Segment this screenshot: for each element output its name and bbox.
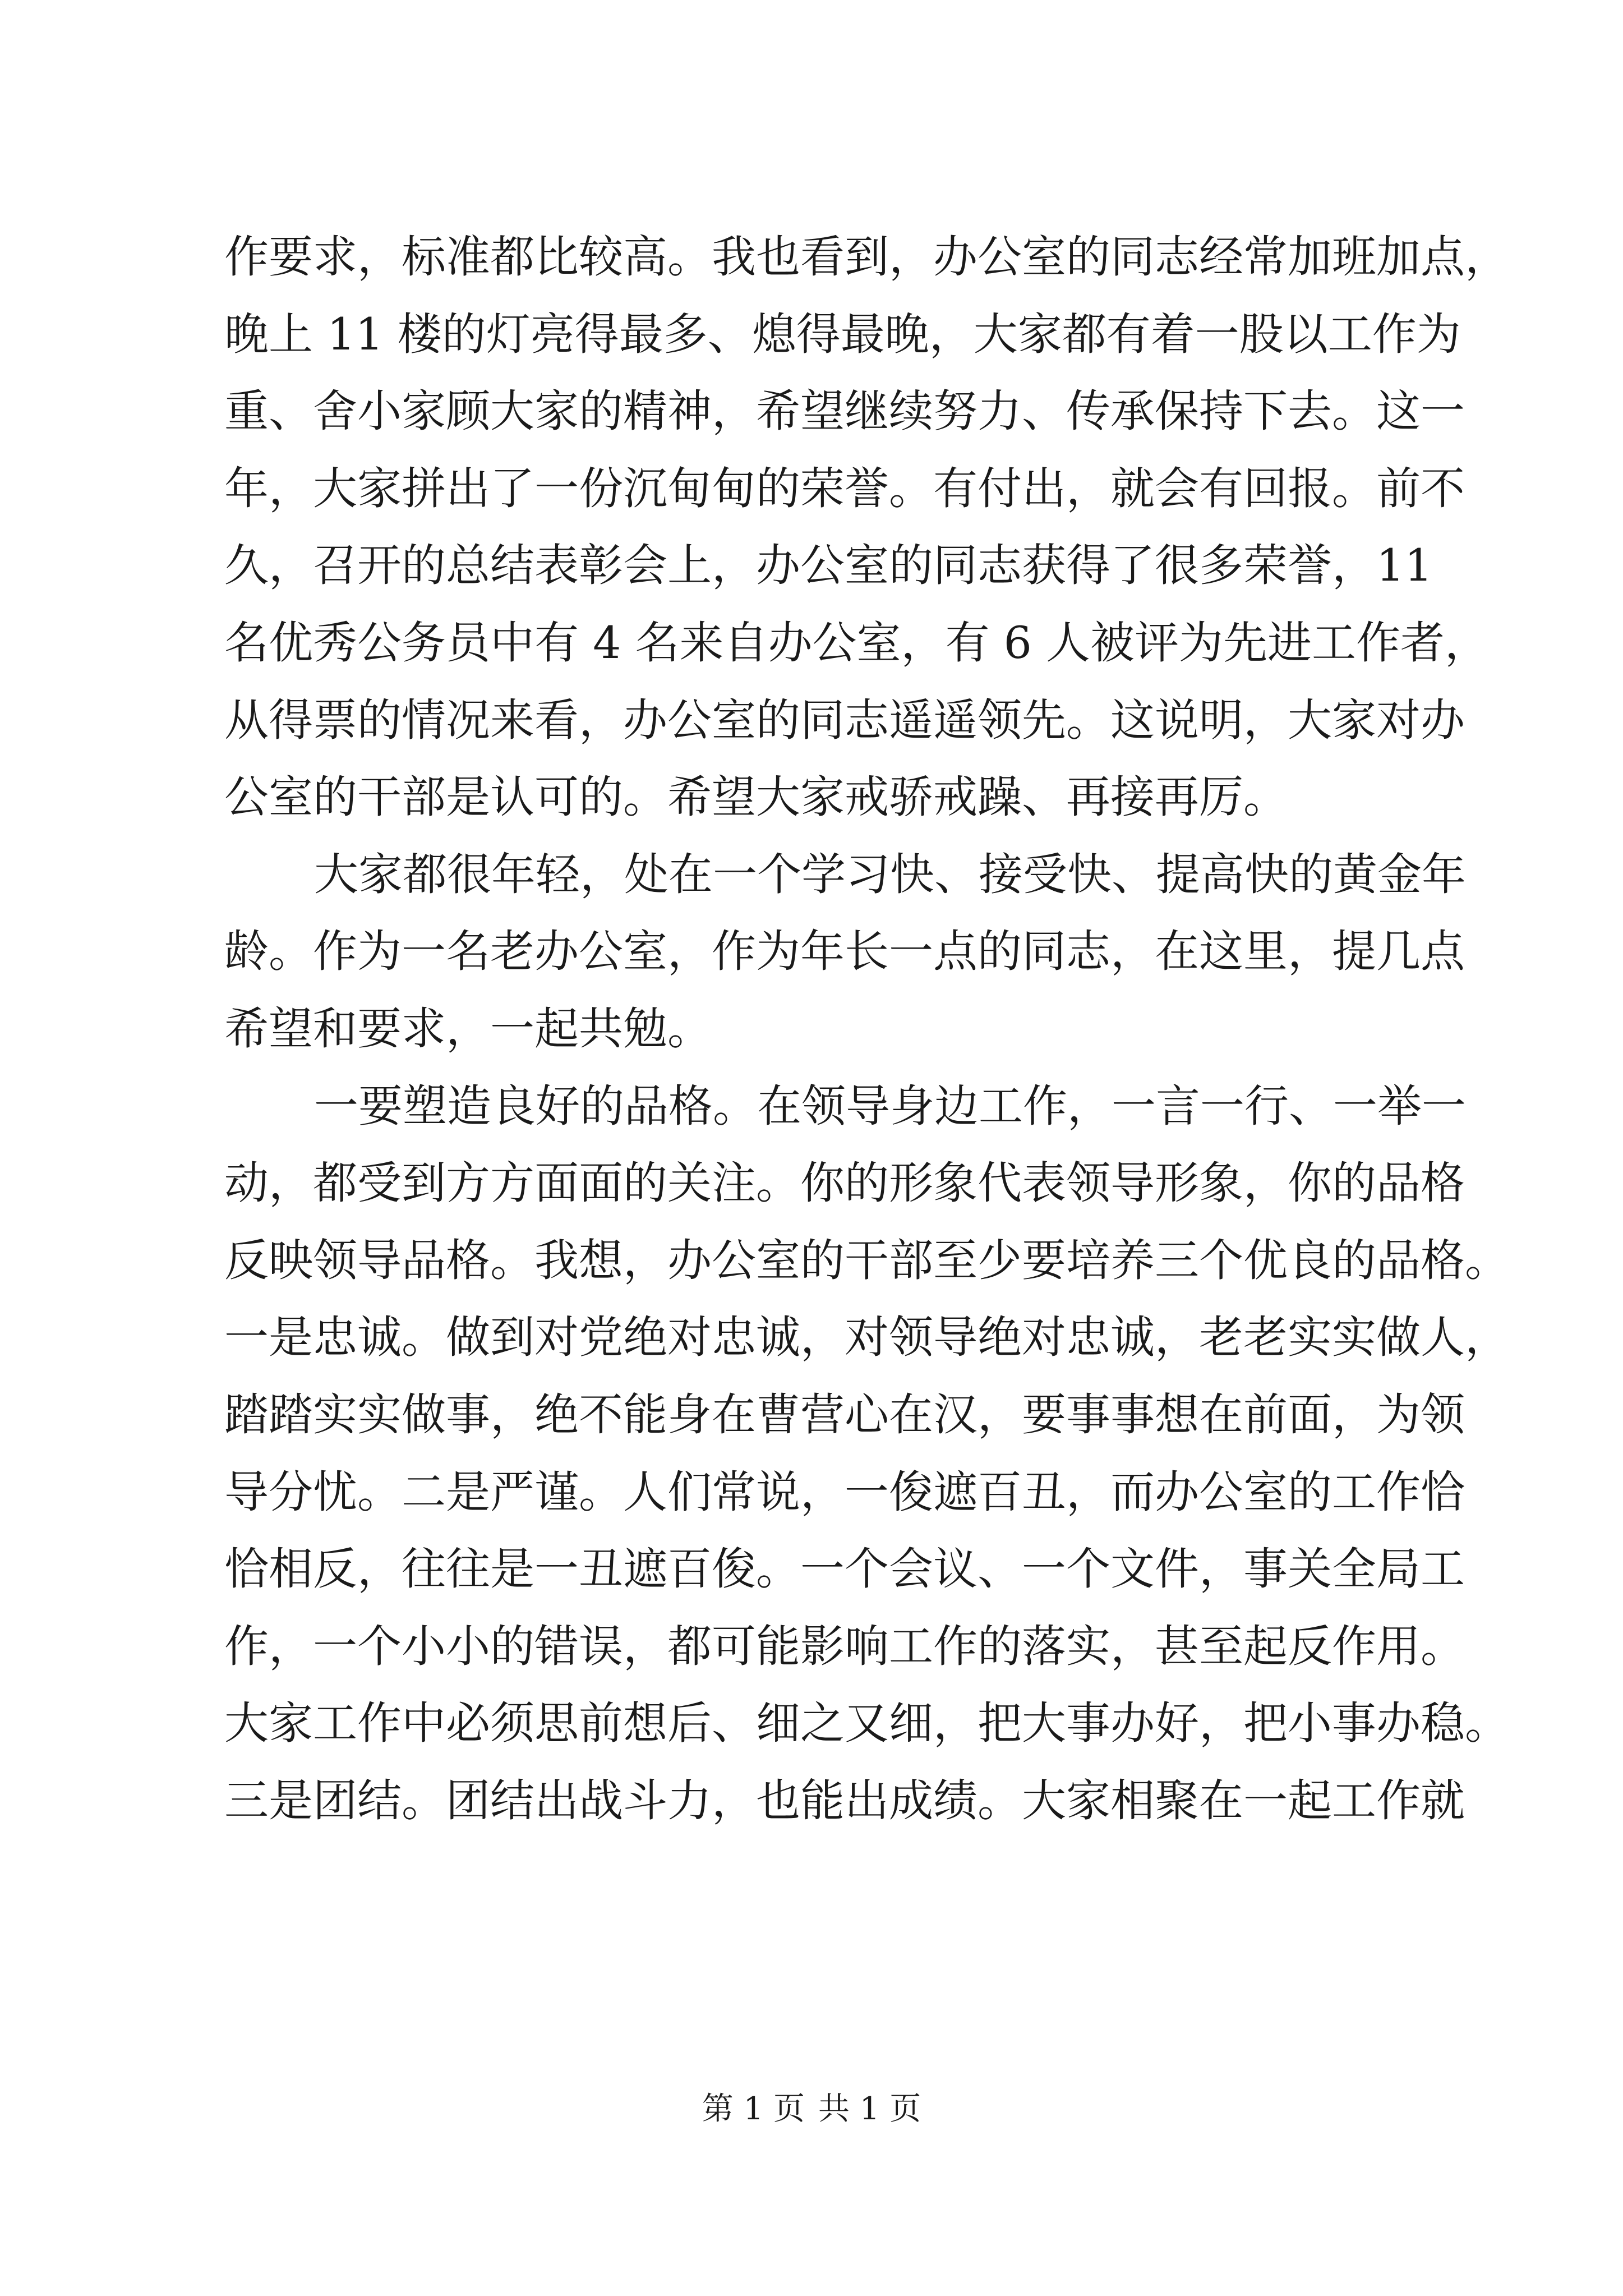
text-line: 三是团结。团结出战斗力，也能出成绩。大家相聚在一起工作就 [224, 1774, 1465, 1826]
text-line: 重、舍小家顾大家的精神，希望继续努力、传承保持下去。这一 [224, 385, 1465, 438]
paragraph [224, 219, 1509, 836]
text-line: 年，大家拼出了一份沉甸甸的荣誉。有付出，就会有回报。前不 [224, 462, 1465, 514]
text-line: 从得票的情况来看，办公室的同志遥遥领先。这说明，大家对办 [224, 694, 1465, 746]
text-line: 一要塑造良好的品格。在领导身边工作，一言一行、一举一 [314, 1080, 1466, 1132]
paragraph [224, 836, 1466, 1068]
page-footer [0, 2084, 1623, 2129]
text-line: 导分忧。二是严谨。人们常说，一俊遮百丑，而办公室的工作恰 [224, 1466, 1465, 1518]
text-line: 晚上 11 楼的灯亮得最多、熄得最晚，大家都有着一股以工作为 [224, 308, 1461, 360]
text-line: 大家都很年轻，处在一个学习快、接受快、提高快的黄金年 [314, 848, 1466, 900]
text-line: 恰相反，往往是一丑遮百俊。一个会议、一个文件，事关全局工 [224, 1543, 1465, 1595]
text-line: 动，都受到方方面面的关注。你的形象代表领导形象，你的品格 [224, 1157, 1465, 1209]
text-line: 公室的干部是认可的。希望大家戒骄戒躁、再接再厉。 [224, 771, 1288, 823]
text-line: 希望和要求，一起共勉。 [224, 1002, 712, 1055]
paragraph [224, 1068, 1509, 1840]
text-line: 久，召开的总结表彰会上，办公室的同志获得了很多荣誉，11 [224, 540, 1433, 592]
text-line: 踏踏实实做事，绝不能身在曹营心在汉，要事事想在前面，为领 [224, 1388, 1465, 1441]
text-line: 作，一个小小的错误，都可能影响工作的落实，甚至起反作用。 [224, 1620, 1465, 1672]
page-number: 第 1 页 [702, 2091, 805, 2127]
text-line: 龄。作为一名老办公室，作为年长一点的同志，在这里，提几点 [224, 926, 1465, 978]
text-line: 名优秀公务员中有 4 名来自办公室，有 6 人被评为先进工作者， [224, 616, 1489, 669]
text-line: 大家工作中必须思前想后、细之又细，把大事办好，把小事办稳。 [224, 1697, 1509, 1750]
text-line: 作要求，标准都比较高。我也看到，办公室的同志经常加班加点， [224, 231, 1509, 283]
text-line: 反映领导品格。我想，办公室的干部至少要培养三个优良的品格。 [224, 1234, 1509, 1286]
text-line: 一是忠诚。做到对党绝对忠诚，对领导绝对忠诚，老老实实做人， [224, 1312, 1509, 1364]
page-total: 共 1 页 [818, 2091, 921, 2127]
document-body [224, 219, 1509, 1839]
